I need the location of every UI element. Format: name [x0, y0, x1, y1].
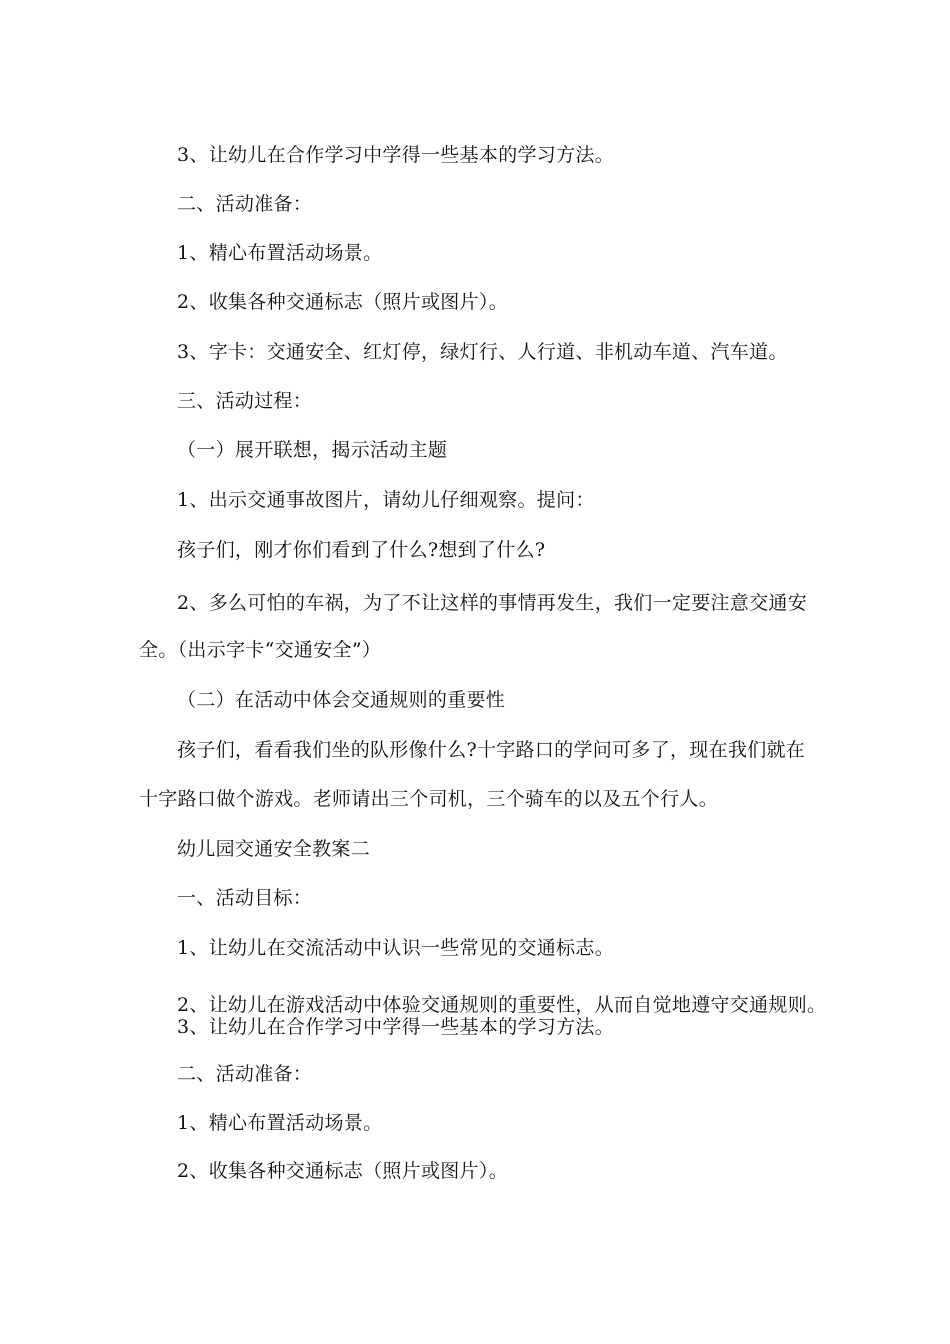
subsection-heading: （二）在活动中体会交通规则的重要性: [177, 689, 506, 711]
paragraph-line: 1、让幼儿在交流活动中认识一些常见的交通标志。: [177, 937, 614, 959]
paragraph-line: 2、收集各种交通标志（照片或图片）。: [177, 1160, 508, 1182]
section-heading: 二、活动准备：: [177, 1063, 313, 1085]
subsection-heading: （一）展开联想，揭示活动主题: [177, 439, 448, 461]
section-heading: 三、活动过程：: [177, 390, 313, 412]
paragraph-line: 孩子们，刚才你们看到了什么?想到了什么?: [177, 539, 546, 561]
paragraph-line: 3、让幼儿在合作学习中学得一些基本的学习方法。: [177, 144, 614, 166]
paragraph-line: 3、让幼儿在合作学习中学得一些基本的学习方法。: [177, 1016, 614, 1038]
paragraph-line-continued: 全。（出示字卡“交通安全”）: [139, 639, 382, 661]
paragraph-line: 2、收集各种交通标志（照片或图片）。: [177, 291, 508, 313]
paragraph-line: 1、精心布置活动场景。: [177, 1112, 383, 1134]
section-heading: 一、活动目标：: [177, 887, 313, 909]
paragraph-line: 1、出示交通事故图片，请幼儿仔细观察。提问：: [177, 489, 595, 511]
paragraph-line: 3、字卡：交通安全、红灯停，绿灯行、人行道、非机动车道、汽车道。: [177, 341, 788, 363]
paragraph-line: 1、精心布置活动场景。: [177, 242, 383, 264]
paragraph-line: 2、多么可怕的车祸，为了不让这样的事情再发生，我们一定要注意交通安: [177, 592, 807, 614]
paragraph-line: 2、让幼儿在游戏活动中体验交通规则的重要性，从而自觉地遵守交通规则。: [177, 994, 827, 1016]
document-title: 幼儿园交通安全教案二: [177, 838, 371, 860]
paragraph-line: 孩子们，看看我们坐的队形像什么?十字路口的学问可多了，现在我们就在: [177, 739, 806, 761]
paragraph-line-continued: 十字路口做个游戏。老师请出三个司机，三个骑车的以及五个行人。: [139, 788, 719, 810]
section-heading: 二、活动准备：: [177, 193, 313, 215]
